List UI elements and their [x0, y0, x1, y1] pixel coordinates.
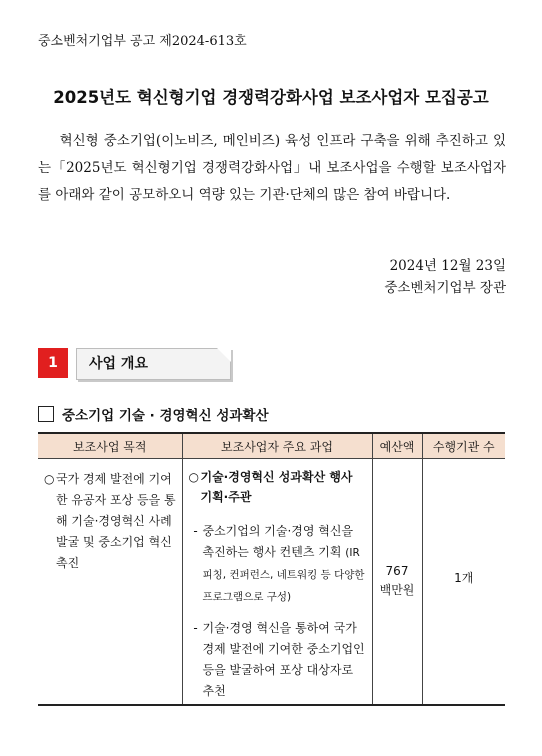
subsection-title: 중소기업 기술 · 경영혁신 성과확산: [62, 408, 269, 424]
announcement-date: 2024년 12월 23일: [389, 258, 506, 274]
task-bullet-1-note: (IR 피칭, 컨퍼런스, 네트워킹 등 다양한 프로그램으로 구성): [202, 547, 365, 603]
task-bullet-2: 기술·경영 혁신을 통하여 국가 경제 발전에 기여한 중소기업인 등을 발굴하여 포상 대상자로 추천: [202, 621, 365, 698]
table-row: [38, 459, 505, 705]
issuing-organization: 중소벤처기업부 장관: [384, 280, 506, 296]
table-header-row: [38, 433, 505, 459]
budget-amount: 767: [385, 564, 409, 579]
square-box-icon: [38, 406, 54, 422]
dash-bullet-icon: -: [193, 621, 198, 635]
tasks-cell: [182, 459, 372, 705]
org-count: 1개: [454, 570, 474, 585]
task-main-text: 기술·경영혁신 성과확산 행사 기획·주관: [200, 470, 353, 504]
header-budget: 예산액: [372, 433, 422, 459]
program-table: [38, 432, 505, 706]
section-heading: [38, 348, 230, 380]
circle-bullet-icon: ○: [188, 470, 199, 484]
budget-cell: [372, 459, 422, 705]
intro-paragraph: 혁신형 중소기업(이노비즈, 메인비즈) 육성 인프라 구축을 위해 추진하고 있는「2025년도 혁신형기업 경쟁력강화사업」내 보조사업을 수행할 보조사업자를 아래와 같이 공모하오니 역량 있는 기관·단체의 많은 참여 바랍니다.: [38, 133, 506, 203]
section-title: 사업 개요: [89, 356, 148, 372]
subsection-heading: [38, 404, 269, 424]
purpose-cell: [38, 459, 182, 705]
section-title-box: [76, 348, 231, 380]
purpose-text: 국가 경제 발전에 기여한 유공자 포상 등을 통해 기술·경영혁신 사례 발굴 및 중소기업 혁신 촉진: [56, 472, 176, 570]
folded-corner-icon: [217, 348, 231, 362]
notice-number: 중소벤처기업부 공고 제2024-613호: [38, 34, 247, 49]
task-bullet-1: 중소기업의 기술·경영 혁신을 촉진하는 행사 컨텐츠 기획: [202, 524, 354, 559]
header-purpose: 보조사업 목적: [38, 433, 182, 459]
dash-bullet-icon: -: [193, 524, 198, 538]
section-number-badge: 1: [38, 348, 68, 378]
org-count-cell: [422, 459, 505, 705]
header-tasks: 보조사업자 주요 과업: [182, 433, 372, 459]
page-title: 2025년도 혁신형기업 경쟁력강화사업 보조사업자 모집공고: [53, 88, 489, 107]
circle-bullet-icon: ○: [44, 472, 55, 486]
budget-unit: 백만원: [379, 583, 415, 598]
header-org-count: 수행기관 수: [422, 433, 505, 459]
